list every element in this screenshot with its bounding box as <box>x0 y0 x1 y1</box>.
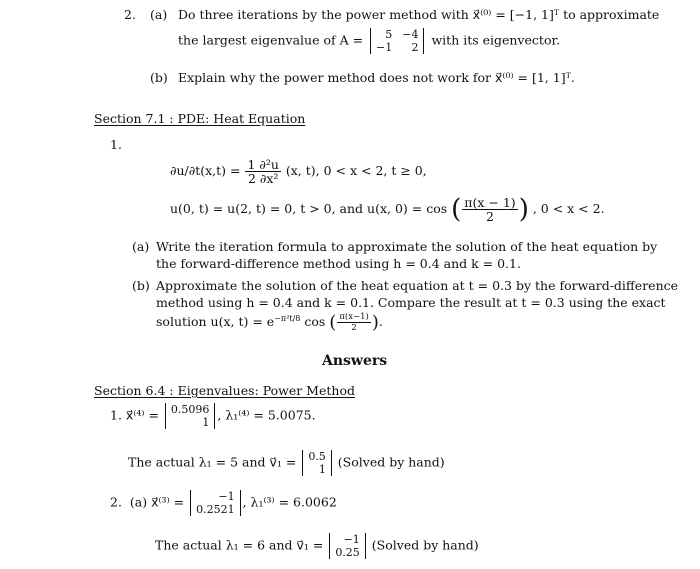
answer-2-actual-post: (Solved by hand) <box>371 537 479 553</box>
answer-1-actual-post: (Solved by hand) <box>337 454 445 470</box>
problem-2a-line1: Do three iterations by the power method with x⃗⁽⁰⁾ = [−1, 1]ᵀ to approximate <box>178 7 660 22</box>
pde-fraction <box>245 158 280 185</box>
section-7-1-a-line2: the forward-difference method using h = 0.4 and k = 0.1. <box>156 256 521 271</box>
bc-tail: , 0 < x < 2. <box>532 201 605 216</box>
problem-2b-text: Explain why the power method does not work for x⃗⁽⁰⁾ = [1, 1]ᵀ. <box>178 70 575 85</box>
answer-2-lambda: λ₁⁽³⁾ = 6.0062 <box>250 494 337 510</box>
answer-2-actual-vector-1: 0.25 <box>335 546 360 559</box>
answer-1-vector-0: 0.5096 <box>170 403 210 416</box>
pde-equation <box>170 158 427 185</box>
b-line3-fraction-denominator: 2 <box>351 323 357 333</box>
section-7-1-a-label: (a) <box>132 239 150 254</box>
answer-2-number: 2. <box>110 494 122 510</box>
answer-2-actual <box>155 533 479 559</box>
problem-2a-line2-pre: the largest eigenvalue of A = <box>178 32 364 48</box>
problem-2a-line2-post: with its eigenvector. <box>431 32 561 48</box>
pde-right: (x, t), 0 < x < 2, t ≥ 0, <box>285 163 427 178</box>
bc-text: u(0, t) = u(2, t) = 0, t > 0, and u(x, 0) = cos <box>170 201 448 216</box>
bc-fraction <box>462 196 517 223</box>
answer-1: 1. x⃗⁽⁴⁾ = 0.5096 1 , λ₁⁽⁴⁾ = 5.0075. <box>110 403 316 429</box>
problem-2b-label: (b) <box>150 70 168 85</box>
answer-1-actual <box>128 450 445 476</box>
answer-2-label: (a) <box>129 494 148 510</box>
answer-2-vector-0: −1 <box>218 490 235 503</box>
bc-right-paren: ) <box>518 194 529 225</box>
answer-2-actual-vector-0: −1 <box>343 533 360 546</box>
b-line3-right-paren: ) <box>371 312 379 333</box>
b-line3-fraction <box>337 312 371 333</box>
b-line3-end: . <box>378 314 383 329</box>
problem-2a-line2 <box>178 28 560 54</box>
answer-2-vector-1: 0.2521 <box>196 503 235 516</box>
section-7-1-b-line1: Approximate the solution of the heat equation at t = 0.3 by the forward-difference <box>156 278 679 293</box>
problem-2-number: 2. <box>124 7 136 22</box>
pde-fraction-numerator: 1 ∂²u <box>247 157 279 172</box>
b-line3-exponent: −π²t/8 <box>274 313 301 323</box>
answer-2: 2. (a) x⃗⁽³⁾ = −1 0.2521 , λ₁⁽³⁾ = 6.0062 <box>110 490 337 516</box>
answer-1-actual-pre: The actual λ₁ = 5 and v⃗₁ = <box>128 454 297 470</box>
answer-2-actual-pre: The actual λ₁ = 6 and v⃗₁ = <box>155 537 324 553</box>
answer-1-actual-vector <box>302 450 332 476</box>
matrix-a <box>370 28 424 54</box>
answer-1-vector <box>165 403 216 429</box>
answer-2-actual-vector <box>329 533 366 559</box>
matrix-a-22: 2 <box>411 41 419 54</box>
section-7-1-title: Section 7.1 : PDE: Heat Equation <box>94 111 306 126</box>
matrix-a-12: −4 <box>402 28 419 41</box>
matrix-a-21: −1 <box>376 41 393 54</box>
answer-1-number: 1. <box>110 407 122 423</box>
section-7-1-a-line1: Write the iteration formula to approximate the solution of the heat equation by <box>156 239 658 254</box>
answers-section-title: Section 6.4 : Eigenvalues: Power Method <box>94 383 355 398</box>
bc-fraction-denominator: 2 <box>486 209 494 224</box>
section-7-1-b-label: (b) <box>132 278 150 293</box>
answer-2-vector <box>190 490 241 516</box>
problem-2a-label: (a) <box>150 7 168 22</box>
answer-1-lambda: λ₁⁽⁴⁾ = 5.0075. <box>225 407 316 423</box>
b-line3-fraction-numerator: π(x−1) <box>339 312 369 322</box>
b-line3-pre: solution u(x, t) = e <box>156 314 275 329</box>
answer-1-actual-vector-1: 1 <box>318 463 326 476</box>
section-7-1-item-number: 1. <box>110 137 122 152</box>
bc-fraction-numerator: π(x − 1) <box>464 195 516 210</box>
answer-1-vec-label: x⃗⁽⁴⁾ = <box>125 407 159 423</box>
answer-2-vec-label: x⃗⁽³⁾ = <box>151 494 185 510</box>
section-7-1-b-line3 <box>156 312 383 333</box>
answer-1-actual-vector-0: 0.5 <box>308 450 326 463</box>
b-line3-left-paren: ( <box>329 312 337 333</box>
answer-1-vector-1: 1 <box>202 416 210 429</box>
section-7-1-b-line2: method using h = 0.4 and k = 0.1. Compare the result at t = 0.3 using the exact <box>156 295 666 310</box>
bc-left-paren: ( <box>451 194 462 225</box>
pde-fraction-denominator: 2 ∂x² <box>247 171 279 186</box>
b-line3-cos: cos <box>300 314 326 329</box>
matrix-a-11: 5 <box>385 28 393 41</box>
answers-heading: Answers <box>322 353 388 369</box>
boundary-conditions <box>170 196 605 223</box>
pde-left: ∂u/∂t(x,t) = <box>170 163 245 178</box>
